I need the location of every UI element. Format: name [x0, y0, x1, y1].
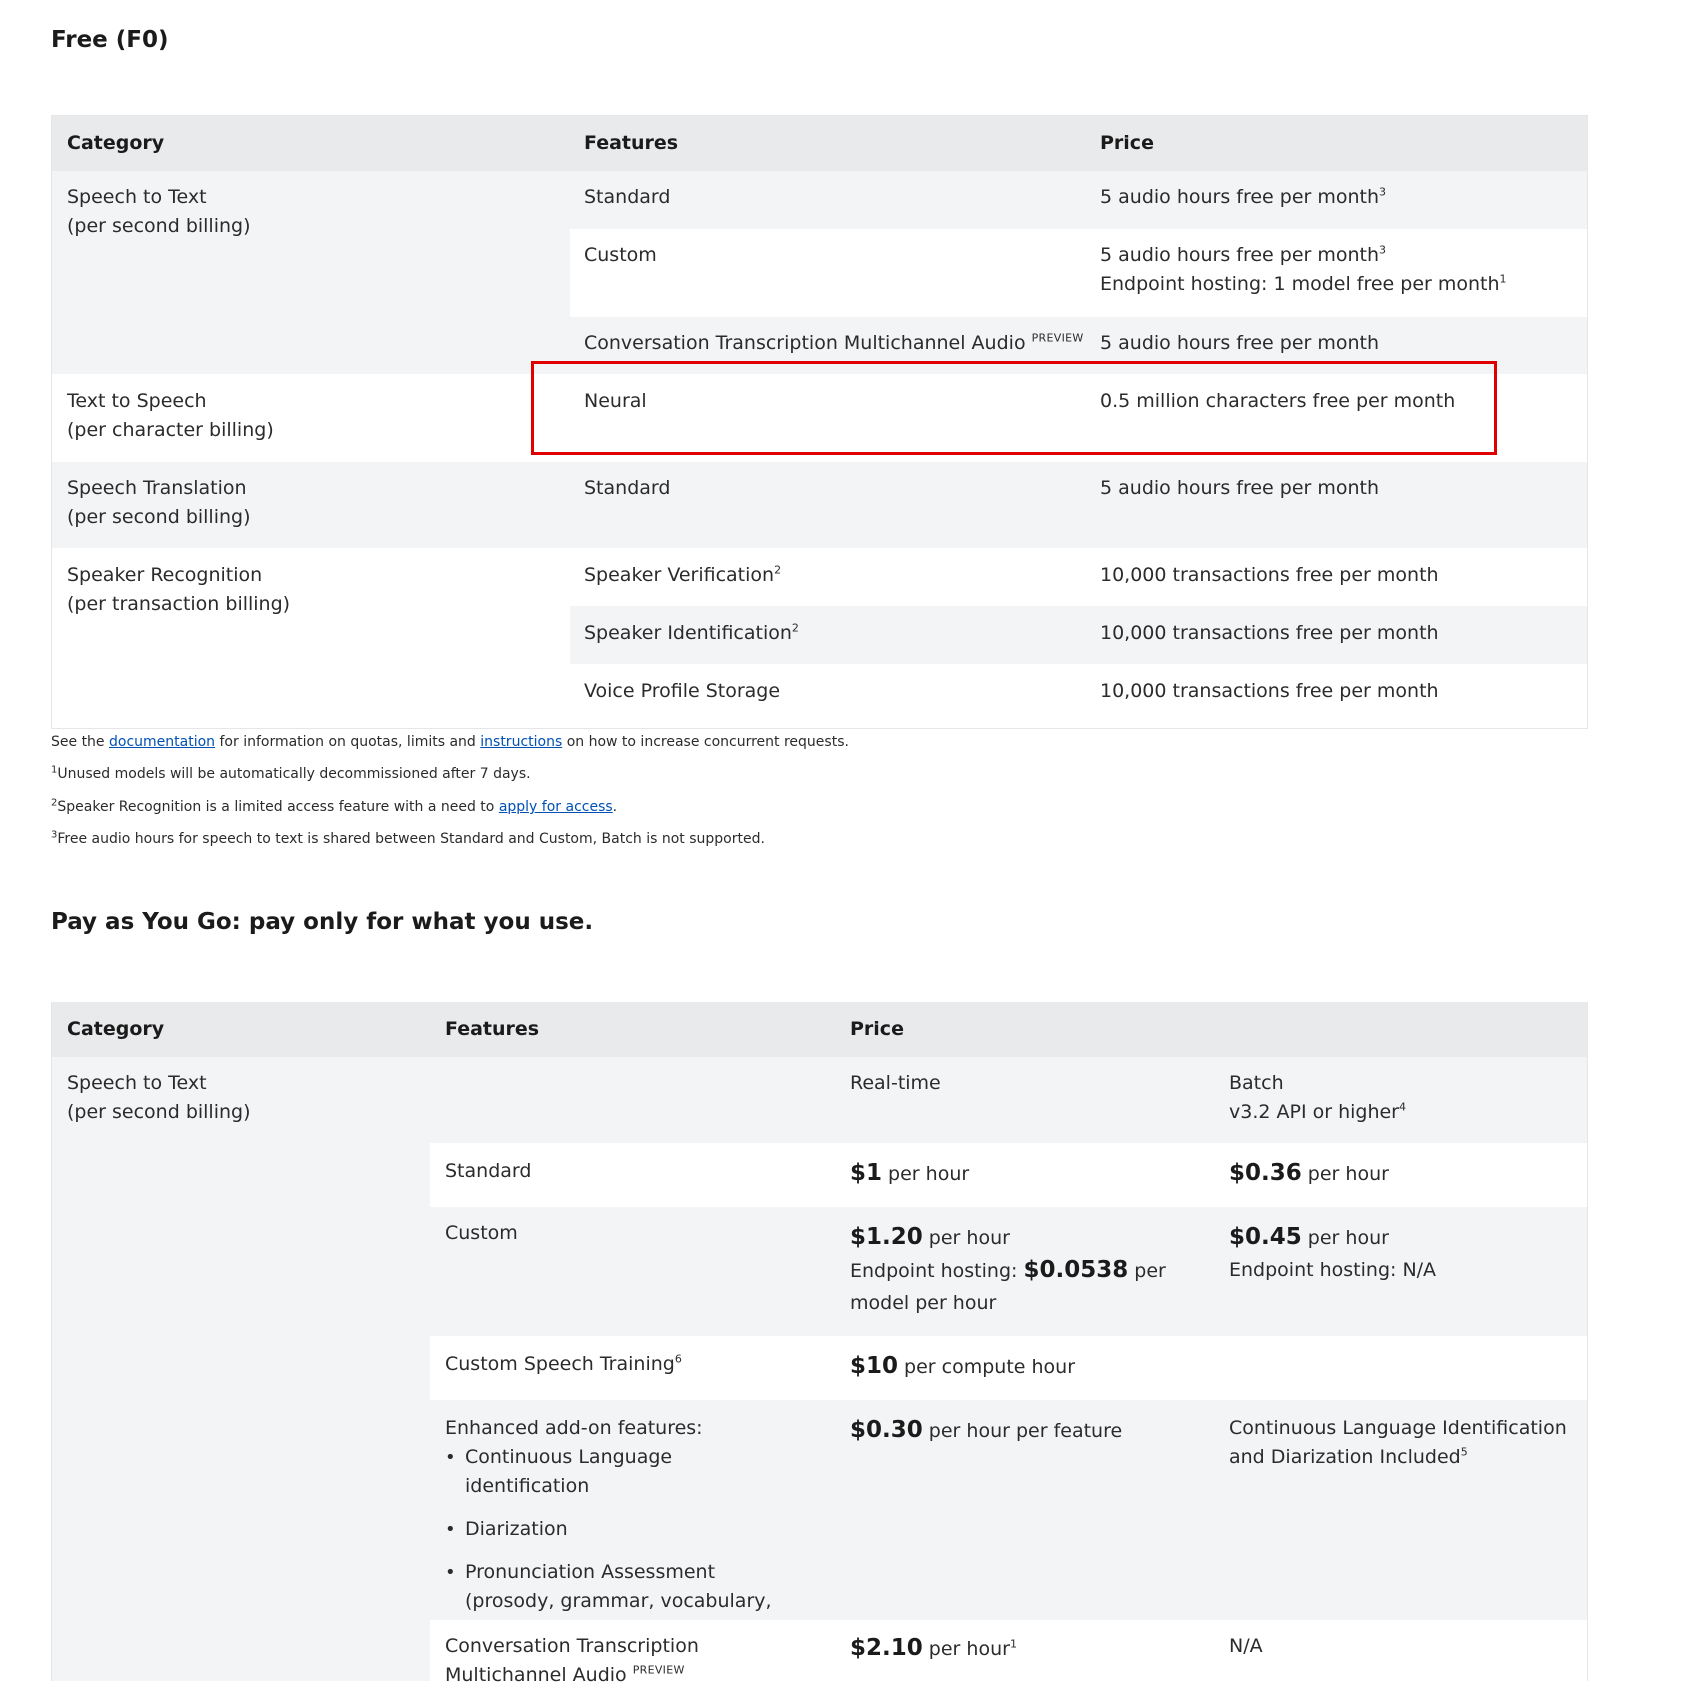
feature-cell: Neural [584, 390, 647, 412]
price-cell: N/A [1229, 1635, 1263, 1657]
price-cell: $10 per compute hour [850, 1353, 1076, 1379]
footnote-2: $^2$Speaker Recognition is a limited access feature with a need to apply for access. [51, 797, 618, 815]
feature-cell: Custom [445, 1222, 518, 1244]
price-cell: 10,000 transactions free per month [1100, 680, 1439, 702]
list-item: • Pronunciation Assessment (prosody, grammar, vocabulary, [445, 1558, 800, 1645]
payg-heading: Pay as You Go: pay only for what you use. [51, 909, 594, 935]
table-row [430, 1400, 1587, 1620]
table-row [570, 606, 1587, 664]
header-features: Features [445, 1018, 540, 1040]
category-label: Speech to Text (per second billing) [67, 1072, 251, 1123]
price-cell: 0.5 million characters free per month [1100, 390, 1456, 412]
price-cell: $1.20 per hour Endpoint hosting: $0.0538 per model per hour [850, 1224, 1166, 1314]
price-cell: 5 audio hours free per month [1100, 477, 1380, 499]
header-category: Category [67, 132, 165, 154]
table-row [52, 171, 1587, 229]
header-features: Features [584, 132, 679, 154]
feature-cell: Custom [584, 244, 657, 266]
table-row [430, 1620, 1587, 1686]
feature-cell: Custom Speech Training$^6$ [445, 1352, 682, 1375]
header-category: Category [67, 1018, 165, 1040]
table-row [570, 229, 1587, 317]
feature-cell [445, 1414, 800, 1645]
instructions-link[interactable]: instructions [480, 734, 563, 750]
category-name: Speech to Text [67, 186, 207, 208]
footnote-1: $^1$Unused models will be automatically decommissioned after 7 days. [51, 764, 531, 782]
price-cell: 10,000 transactions free per month [1100, 622, 1439, 644]
feature-cell: Speaker Identification$^2$ [584, 621, 799, 644]
price-cell: 10,000 transactions free per month [1100, 564, 1439, 586]
free-tier-heading: Free (F0) [51, 27, 169, 53]
realtime-label: Real-time [850, 1072, 941, 1094]
table-header-row [52, 1002, 1587, 1057]
price-cell: $0.30 per hour per feature [850, 1417, 1123, 1443]
table-row [430, 1207, 1587, 1336]
footnote-3: $^3$Free audio hours for speech to text is shared between Standard and Custom, Batch is not supported. [51, 829, 765, 847]
table-header-row [52, 116, 1587, 171]
table-row-translation [52, 462, 1587, 548]
preview-badge: PREVIEW [1031, 331, 1084, 345]
price-cell: 5 audio hours free per month$^3$ [1100, 185, 1387, 208]
feature-cell: Speaker Verification$^2$ [584, 563, 782, 586]
feature-cell: Conversation Transcription Multichannel Audio $^{PREVIEW}$ [445, 1635, 699, 1686]
table-row [430, 1336, 1587, 1400]
category-label: Speech Translation (per second billing) [67, 477, 251, 528]
apply-for-access-link[interactable]: apply for access [498, 799, 613, 815]
feature-cell: Standard [584, 186, 671, 208]
batch-label: Batch v3.2 API or higher$^4$ [1229, 1072, 1406, 1123]
feature-cell: Standard [584, 477, 671, 499]
payg-table [51, 1002, 1588, 1686]
header-price: Price [850, 1018, 904, 1040]
category-label: Text to Speech (per character billing) [67, 390, 274, 441]
price-cell: Continuous Language Identification and Diarization Included$^5$ [1229, 1417, 1567, 1468]
feature-cell: Voice Profile Storage [584, 680, 781, 702]
price-cell: $1 per hour [850, 1160, 970, 1186]
addon-list [445, 1443, 800, 1645]
price-cell: $0.36 per hour [1229, 1160, 1389, 1186]
feature-cell: Conversation Transcription Multichannel Audio $^{PREVIEW}$ [584, 331, 1084, 354]
preview-badge: PREVIEW [632, 1663, 685, 1677]
price-cell: 5 audio hours free per month$^3$ Endpoint hosting: 1 model free per month$^1$ [1100, 243, 1507, 295]
list-item: • Diarization [445, 1515, 800, 1544]
list-item: • Continuous Language identification [445, 1443, 800, 1501]
category-billing: (per second billing) [67, 215, 251, 237]
addon-title: Enhanced add-on features: [445, 1417, 703, 1439]
category-label: Speaker Recognition (per transaction billing) [67, 564, 291, 615]
table-row [570, 664, 1587, 728]
footnote-quotas: See the documentation for information on quotas, limits and instructions on how to increase concurrent requests. [51, 734, 849, 750]
price-cell: $0.45 per hour Endpoint hosting: N/A [1229, 1224, 1437, 1281]
table-row [430, 1143, 1587, 1207]
free-tier-table [51, 115, 1588, 729]
documentation-link[interactable]: documentation [109, 734, 216, 750]
feature-cell: Standard [445, 1160, 532, 1182]
highlight-box [531, 361, 1497, 455]
header-price: Price [1100, 132, 1154, 154]
price-cell: 5 audio hours free per month [1100, 332, 1380, 354]
price-cell: $2.10 per hour$^1$ [850, 1635, 1017, 1661]
